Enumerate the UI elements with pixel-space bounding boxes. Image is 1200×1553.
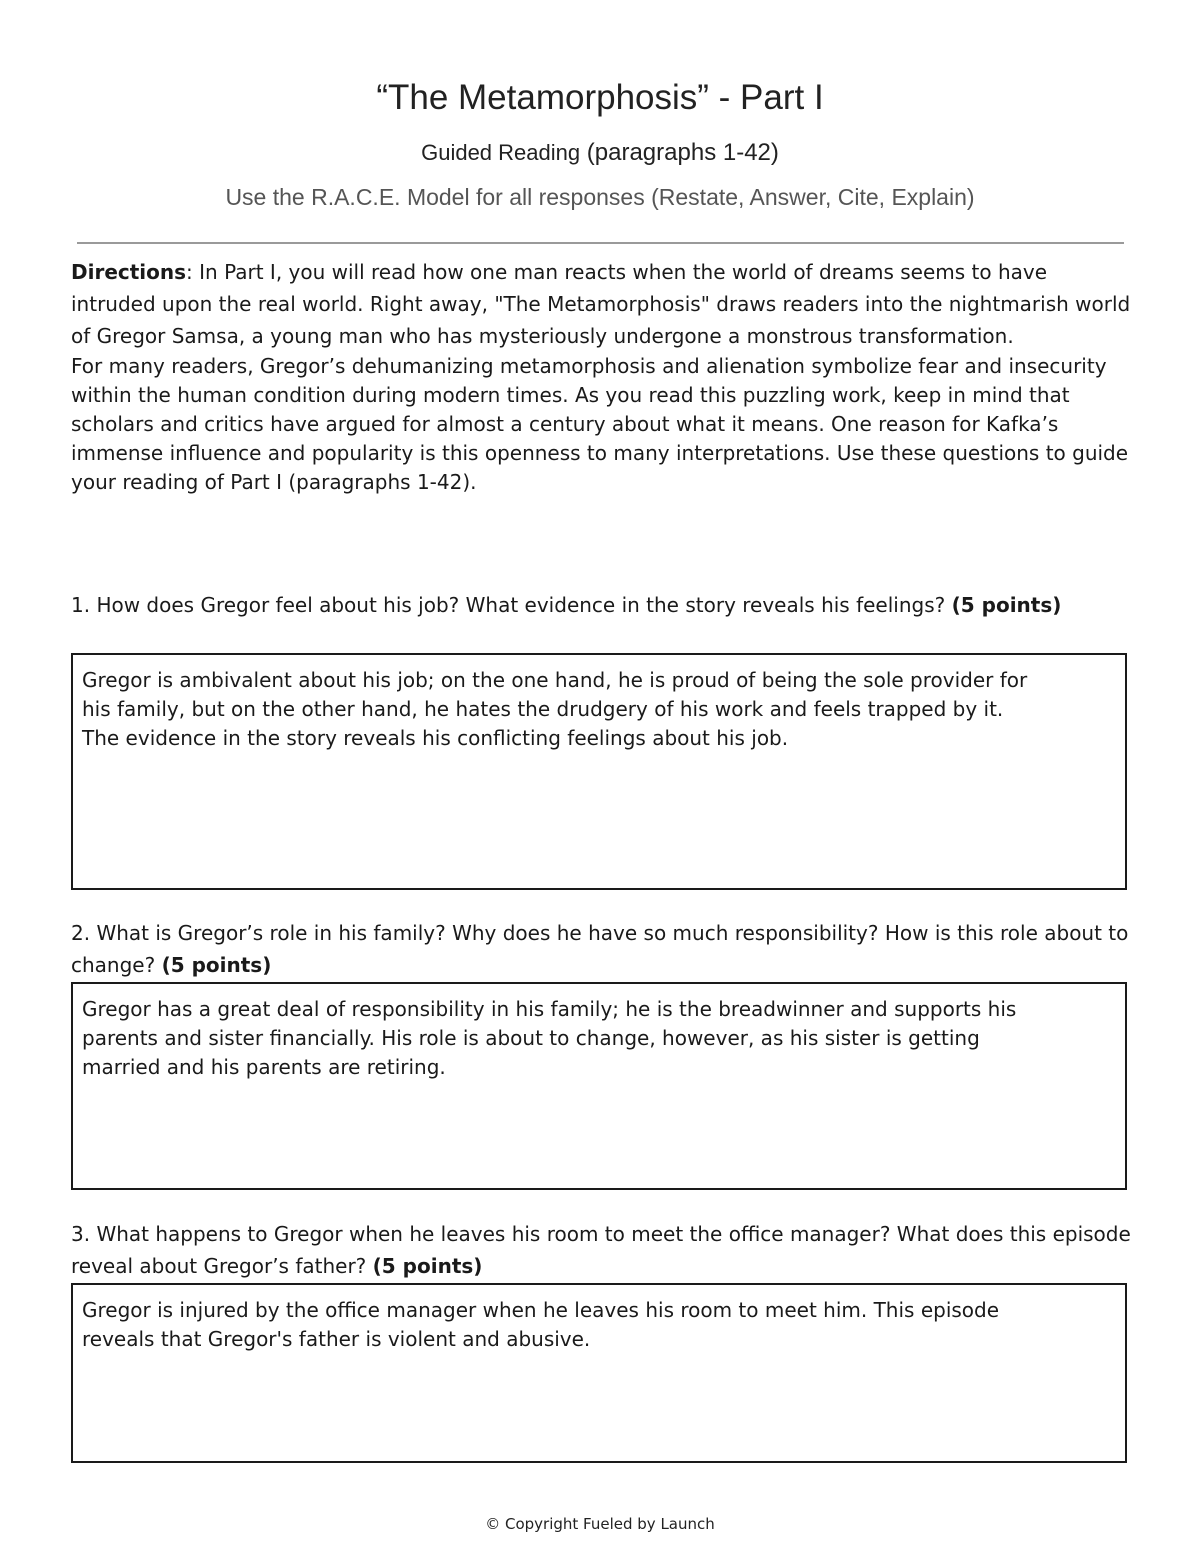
directions-paragraph-2: For many readers, Gregor’s dehumanizing metamorphosis and alienation symbolize fear and insecurity within the human condition during modern times. As you read this puzzling work, keep in mind that scholars and critics have argued for almost a century about what it means. One reason for Kafka’s immense influence and popularity is this openness to many interpretations. Use these questions to guide your reading of Part I (paragraphs 1-42). (71, 354, 1129, 494)
question-3-text: 3. What happens to Gregor when he leaves his room to meet the office manager? What does this episode reveal about Gregor’s father? (71, 1222, 1131, 1278)
directions-paragraph-1 (71, 260, 1130, 348)
directions-block (71, 256, 1131, 497)
subtitle-lead: Guided Reading (421, 140, 581, 165)
question-2-points: (5 points) (161, 953, 272, 977)
answer-2-text: Gregor has a great deal of responsibility in his family; he is the breadwinner and supports his parents and sister financially. His role is about to change, however, as his sister is getting married and his parents are retiring. (82, 997, 1017, 1079)
directions-text-1: : In Part I, you will read how one man reacts when the world of dreams seems to have intruded upon the real world. Right away, "The Metamorphosis" draws readers into the nightmarish world of Gregor Samsa, a young man who has mysteriously undergone a monstrous transformation. (71, 260, 1131, 348)
answer-1-text: Gregor is ambivalent about his job; on the one hand, he is proud of being the sole provider for his family, but on the other hand, he hates the drudgery of his work and feels trapped by it. The evidence in the story reveals his conflicting feelings about his job. (82, 668, 1028, 750)
question-2 (71, 917, 1131, 981)
answer-box-2[interactable] (71, 982, 1127, 1190)
question-1 (71, 589, 1131, 621)
copyright-footer: © Copyright Fueled by Launch (485, 1515, 715, 1533)
answer-box-3[interactable] (71, 1283, 1127, 1463)
question-1-text: 1. How does Gregor feel about his job? What evidence in the story reveals his feelings? (71, 593, 952, 617)
race-instruction: Use the R.A.C.E. Model for all responses (Restate, Answer, Cite, Explain) (225, 184, 975, 210)
question-2-text: 2. What is Gregor’s role in his family? Why does he have so much responsibility? How is this role about to change? (71, 921, 1129, 977)
directions-label: Directions (71, 260, 187, 284)
subtitle-paragraphs: (paragraphs 1-42) (580, 139, 779, 166)
page-title: “The Metamorphosis” - Part I (376, 78, 824, 117)
header-divider (77, 242, 1124, 244)
answer-box-1[interactable] (71, 653, 1127, 890)
question-3-points: (5 points) (372, 1254, 483, 1278)
question-3 (71, 1218, 1131, 1282)
page-subtitle (0, 139, 1200, 167)
question-1-points: (5 points) (951, 593, 1062, 617)
answer-3-text: Gregor is injured by the office manager when he leaves his room to meet him. This episode reveals that Gregor's father is violent and abusive. (82, 1298, 1000, 1351)
